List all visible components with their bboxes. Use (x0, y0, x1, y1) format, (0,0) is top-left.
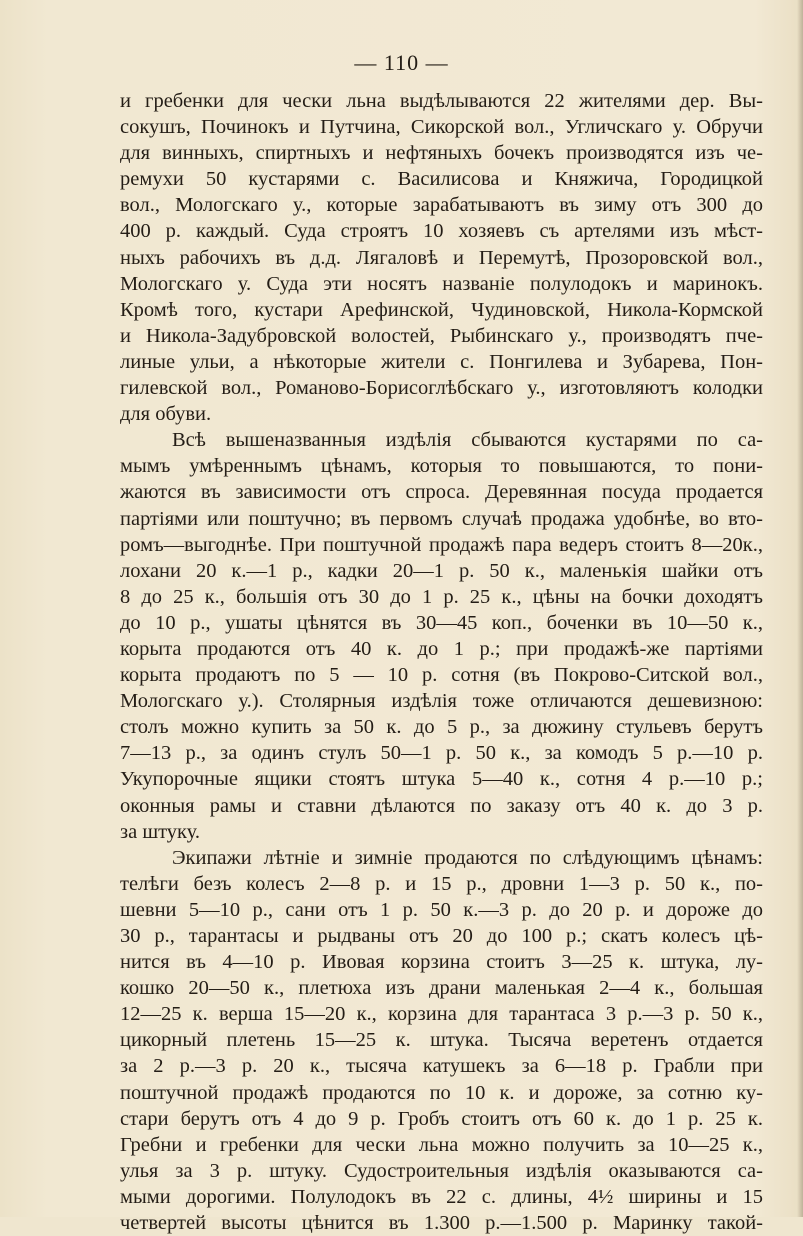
text-line: Экипажи лѣтніе и зимніе продаются по слѣдующимъ цѣнамъ: (172, 846, 763, 869)
body-text (120, 88, 763, 1236)
text-line: за 2 р.—3 р. 20 к., тысяча катушекъ за 6—18 р. Грабли при (120, 1055, 763, 1078)
text-line: жаются въ зависимости отъ спроса. Деревянная посуда продается (120, 481, 763, 504)
text-line: Гребни и гребенки для чески льна можно получить за 10—25 к., (120, 1133, 763, 1156)
text-line: стари берутъ отъ 4 до 9 р. Гробъ стоитъ отъ 60 к. до 1 р. 25 к. (120, 1107, 763, 1130)
text-line: кошко 20—50 к., плетюха изъ драни маленькая 2—4 к., большая (120, 977, 763, 1000)
text-line: телѣги безъ колесъ 2—8 р. и 15 р., дровни 1—3 р. 50 к., по- (120, 872, 763, 895)
text-line: Мологскаго у.). Столярныя издѣлія тоже отличаются дешевизною: (120, 690, 763, 713)
text-line: шевни 5—10 р., сани отъ 1 р. 50 к.—3 р. до 20 р. и дороже до (120, 898, 763, 921)
text-line: для обуви. (120, 403, 212, 426)
text-line: вол., Мологскаго у., которые зарабатываютъ въ зиму отъ 300 до (120, 194, 763, 217)
text-line: сокушъ, Починокъ и Путчина, Сикорской вол., Угличскаго у. Обручи (120, 116, 763, 139)
page-number: — 110 — (354, 50, 449, 75)
text-line: 400 р. каждый. Суда строятъ 10 хозяевъ съ артелями изъ мѣст- (120, 220, 763, 243)
text-line: Укупорочные ящики стоятъ штука 5—40 к., сотня 4 р.—10 р.; (120, 768, 763, 791)
text-line: поштучной продажѣ продаются по 10 к. и дороже, за сотню ку- (120, 1081, 763, 1104)
text-line: и Никола-Задубровской волостей, Рыбинскаго у., производятъ пче- (120, 324, 763, 347)
text-line: Мологскаго у. Суда эти носятъ названіе полулодокъ и маринокъ. (120, 272, 763, 295)
text-line: 8 до 25 к., большія отъ 30 до 1 р. 25 к., цѣны на бочки доходятъ (120, 585, 763, 608)
text-line: партіями или поштучно; въ первомъ случаѣ продажа удобнѣе, во вто- (120, 507, 763, 530)
text-line: ныхъ рабочихъ въ д.д. Лягаловѣ и Перемутѣ, Прозоровской вол., (120, 246, 763, 269)
text-line: Кромѣ того, кустари Арефинской, Чудиновской, Никола-Кормской (120, 298, 763, 321)
text-line: для винныхъ, спиртныхъ и нефтяныхъ бочекъ производятся изъ че- (120, 142, 763, 165)
text-line: 30 р., тарантасы и рыдваны отъ 20 до 100 р.; скатъ колесъ цѣ- (120, 925, 763, 947)
text-line: до 10 р., ушаты цѣнятся въ 30—45 коп., боченки въ 10—50 к., (120, 611, 763, 634)
text-line: лохани 20 к.—1 р., кадки 20—1 р. 50 к., маленькія шайки отъ (120, 559, 763, 582)
text-line: корыта продаютъ по 5 — 10 р. сотня (въ Покрово-Ситской вол., (120, 664, 763, 687)
text-line: за штуку. (120, 820, 201, 843)
text-line: 7—13 р., за одинъ стулъ 50—1 р. 50 к., за комодъ 5 р.—10 р. (120, 742, 763, 765)
text-line: столъ можно купить за 50 к. до 5 р., за дюжину стульевъ берутъ (120, 716, 763, 739)
page-edge-shadow (797, 0, 803, 1217)
text-line: улья за 3 р. штуку. Судостроительныя издѣлія оказываются са- (120, 1159, 763, 1182)
text-line: Всѣ вышеназванныя издѣлія сбываются кустарями по са- (172, 429, 763, 452)
text-line: мымъ умѣреннымъ цѣнамъ, которыя то повышаются, то пони- (120, 455, 763, 478)
text-line: корыта продаются отъ 40 к. до 1 р.; при продажѣ-же партіями (120, 637, 763, 660)
text-line: ромъ—выгоднѣе. При поштучной продажѣ пара ведеръ стоитъ 8—20к., (120, 533, 763, 556)
text-line: линые ульи, а нѣкоторые жители с. Понгилева и Зубарева, Пон- (120, 350, 763, 373)
text-line: нится въ 4—10 р. Ивовая корзина стоитъ 3—25 к. штука, лу- (120, 951, 763, 974)
text-line: цикорный плетень 15—25 к. штука. Тысяча веретенъ отдается (120, 1029, 763, 1052)
text-line: оконныя рамы и ставни дѣлаются по заказу отъ 40 к. до 3 р. (120, 794, 763, 817)
text-line: и гребенки для чески льна выдѣлываются 22 жителями дер. Вы- (120, 90, 763, 112)
text-line: гилевской вол., Романово-Борисоглѣбскаго у., изготовляютъ колодки (120, 377, 763, 400)
text-line: четвертей высоты цѣнится въ 1.300 р.—1.500 р. Маринку такой- (120, 1212, 763, 1235)
text-line: мыми дорогими. Полулодокъ въ 22 с. длины, 4½ ширины и 15 (120, 1185, 763, 1208)
text-line: ремухи 50 кустарями с. Василисова и Княжича, Городицкой (120, 168, 763, 191)
text-line: 12—25 к. верша 15—20 к., корзина для тарантаса 3 р.—3 р. 50 к., (120, 1003, 763, 1026)
